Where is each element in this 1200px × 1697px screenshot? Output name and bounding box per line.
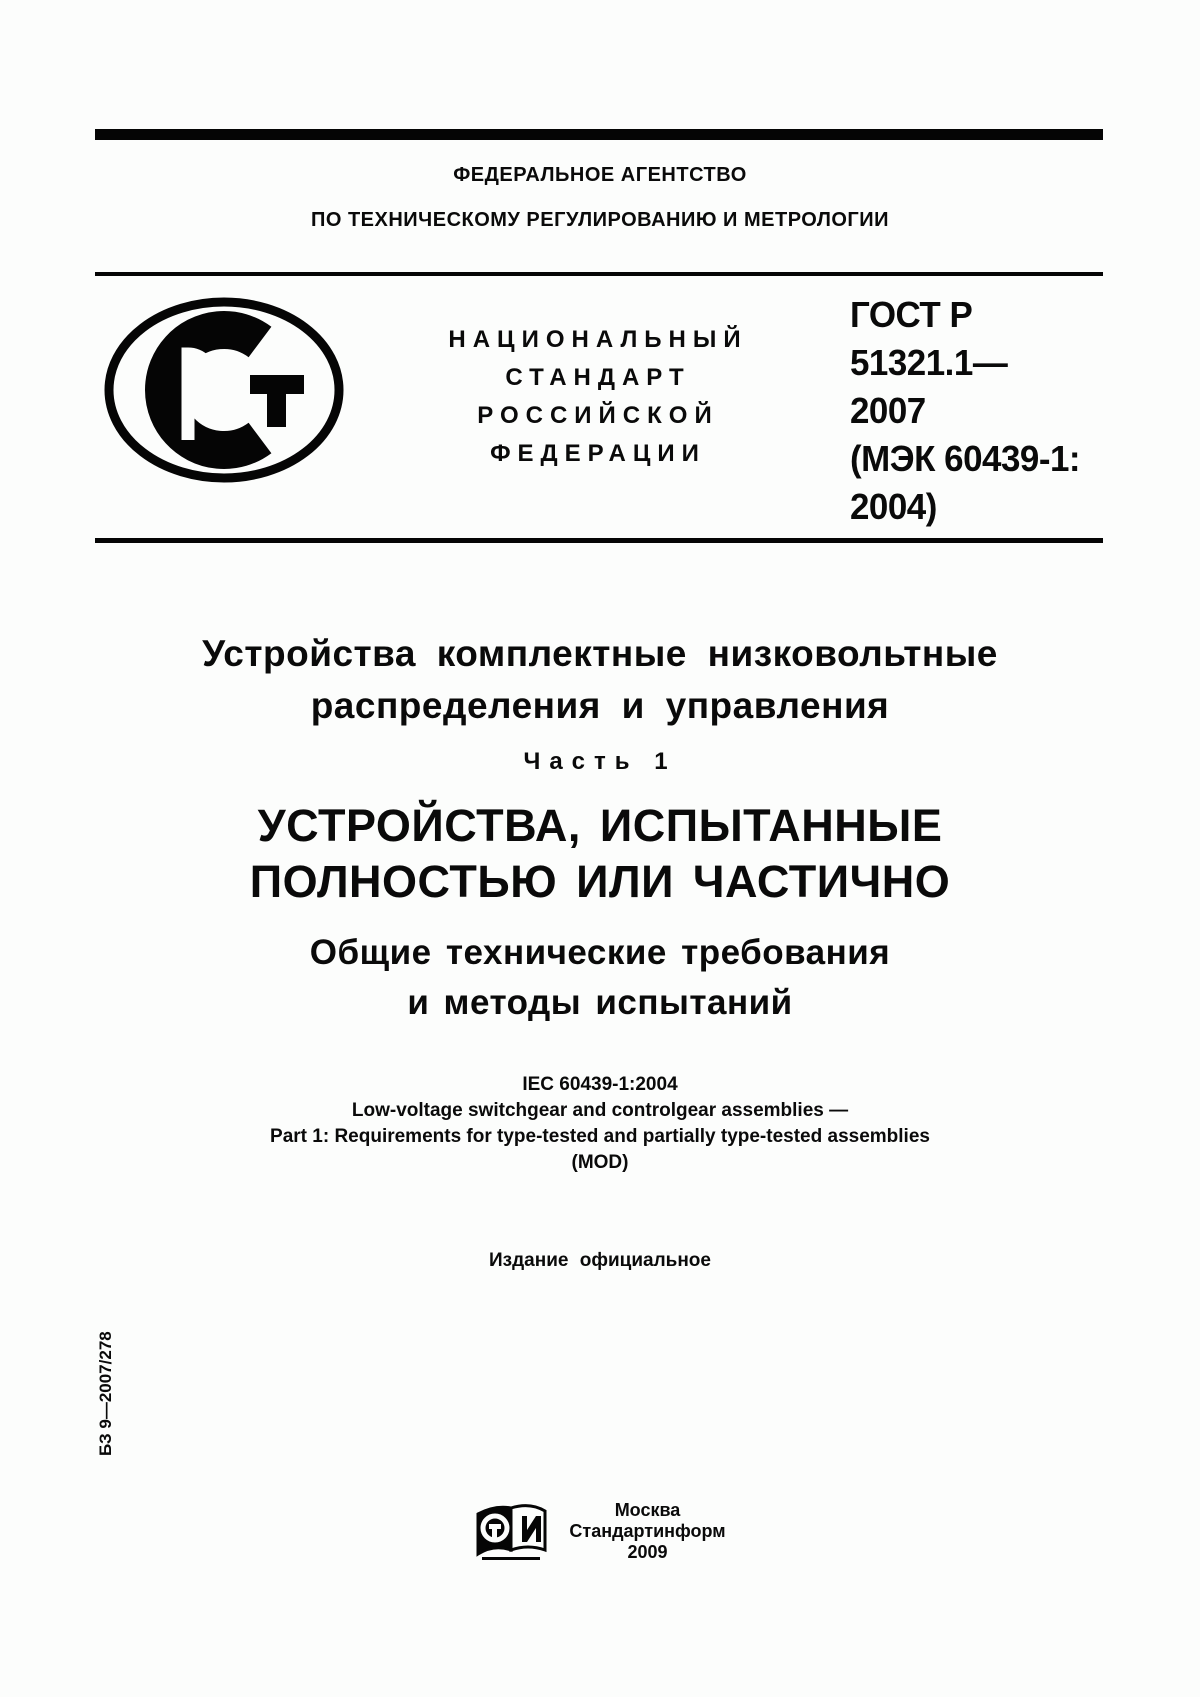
subtitle-line1: Общие технические требования: [309, 933, 891, 972]
designation-line: 51321.1—: [850, 342, 1008, 383]
main-title-line1: УСТРОЙСТВА, ИСПЫТАННЫЕ: [257, 800, 943, 851]
national-standard-label: [448, 321, 748, 473]
standard-designation: [850, 291, 1141, 531]
designation-line: 2007: [850, 390, 926, 431]
iec-conformance-degree: (MOD): [571, 1152, 629, 1173]
iec-title-line2: Part 1: Requirements for type-tested and partially type-tested assemblies: [270, 1126, 930, 1147]
iec-reference-block: [0, 1072, 1200, 1176]
top-thick-rule: [95, 129, 1103, 140]
imprint-year: 2009: [627, 1542, 668, 1562]
standard-subject: [0, 628, 1200, 732]
standard-subtitle: [0, 928, 1200, 1028]
main-title-line2: ПОЛНОСТЬЮ ИЛИ ЧАСТИЧНО: [249, 856, 951, 907]
subtitle-line2: и методы испытаний: [407, 983, 793, 1022]
national-standard-line: РОССИЙСКОЙ: [477, 402, 719, 429]
main-title: [0, 798, 1200, 910]
subject-line2: распределения и управления: [310, 685, 890, 726]
standartinform-logo-icon: [472, 1500, 550, 1564]
header-bottom-rule: [95, 538, 1103, 543]
subject-line1: Устройства комплектные низковольтные: [202, 633, 998, 674]
header-top-rule: [95, 272, 1103, 276]
registry-side-code: БЗ 9—2007/278: [96, 1331, 115, 1456]
edition-note: Издание официальное: [489, 1250, 711, 1271]
agency-name-line2: ПО ТЕХНИЧЕСКОМУ РЕГУЛИРОВАНИЮ И МЕТРОЛОГИИ: [310, 209, 890, 231]
iec-title-line1: Low-voltage switchgear and controlgear assemblies —: [351, 1100, 849, 1121]
rst-logo-icon: [100, 294, 348, 486]
part-label: Часть 1: [523, 748, 677, 775]
agency-name-line1: ФЕДЕРАЛЬНОЕ АГЕНТСТВО: [453, 164, 747, 186]
designation-line: ГОСТ Р: [850, 294, 973, 335]
national-standard-line: ФЕДЕРАЦИИ: [490, 440, 706, 467]
designation-line: 2004): [850, 486, 937, 527]
designation-line: (МЭК 60439-1:: [850, 438, 1081, 479]
imprint-block: [560, 1500, 735, 1563]
imprint-publisher: Стандартинформ: [569, 1521, 726, 1541]
iec-designation: IEC 60439-1:2004: [522, 1074, 678, 1095]
imprint-city: Москва: [614, 1500, 681, 1520]
national-standard-line: СТАНДАРТ: [505, 364, 691, 391]
national-standard-line: НАЦИОНАЛЬНЫЙ: [448, 326, 748, 353]
